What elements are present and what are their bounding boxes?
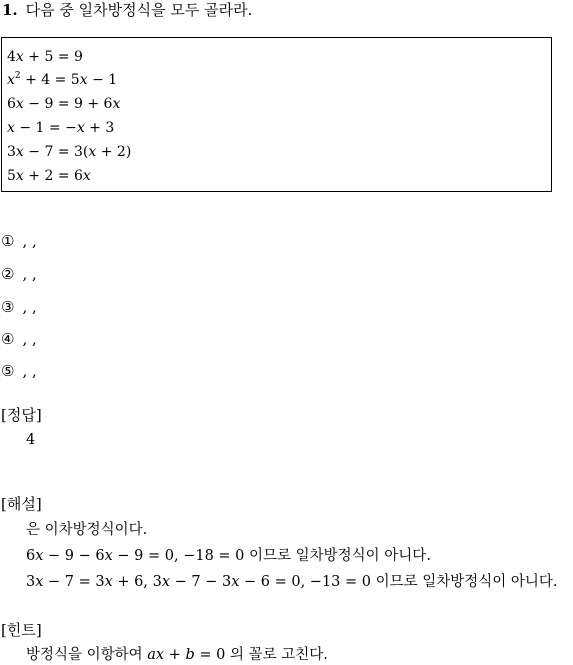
choice-3[interactable] bbox=[1, 297, 37, 317]
choice-5[interactable] bbox=[1, 361, 37, 381]
explanation-label: [해설] bbox=[1, 495, 42, 513]
choice-1[interactable] bbox=[1, 231, 37, 251]
question-title bbox=[2, 0, 252, 20]
choice-2[interactable] bbox=[1, 264, 37, 284]
question-text: 다음 중 일차방정식을 모두 골라라. bbox=[25, 1, 253, 19]
answer-label: [정답] bbox=[1, 406, 42, 424]
explanation-line-2-text: 이므로 일차방정식이 아니다. bbox=[249, 548, 431, 564]
question-number: 1. bbox=[2, 1, 18, 19]
choice-3-text: , , bbox=[22, 298, 37, 316]
choice-4[interactable] bbox=[1, 329, 37, 349]
choice-5-text: , , bbox=[22, 362, 37, 380]
explanation-line-3: 3x − 7 = 3x + 6, 3x − 7 − 3x − 6 = 0, −13 = 0 이므로 일차방정식이 아니다. bbox=[26, 574, 558, 590]
equation-6: 5x + 2 = 6x bbox=[7, 168, 91, 184]
choice-2-text: , , bbox=[22, 265, 37, 283]
choice-3-mark: ③ bbox=[1, 298, 15, 316]
equation-5: 3x − 7 = 3(x + 2) bbox=[7, 144, 132, 160]
choice-4-text: , , bbox=[22, 330, 37, 348]
hint-prefix: 방정식을 이항하여 bbox=[26, 647, 143, 663]
hint-suffix: 의 꼴로 고친다. bbox=[229, 647, 328, 663]
equation-2: $x^2 + 4 = 5x - 1$ bbox=[7, 71, 118, 88]
explanation-line-1-text: 은 이차방정식이다. bbox=[26, 522, 148, 538]
explanation-line-3-text: 이므로 일차방정식이 아니다. bbox=[375, 574, 558, 590]
hint-text: 방정식을 이항하여 ax + b = 0 의 꼴로 고친다. bbox=[26, 647, 328, 663]
choice-2-mark: ② bbox=[1, 265, 15, 283]
answer-value: 4 bbox=[26, 432, 36, 448]
hint-label: [힌트] bbox=[1, 621, 42, 639]
choice-1-mark: ① bbox=[1, 232, 15, 250]
choice-5-mark: ⑤ bbox=[1, 362, 15, 380]
choice-1-text: , , bbox=[22, 232, 37, 250]
choice-4-mark: ④ bbox=[1, 330, 15, 348]
equation-1: 4x + 5 = 9 bbox=[7, 49, 83, 65]
equation-box bbox=[1, 37, 552, 192]
equation-3: 6x − 9 = 9 + 6x bbox=[7, 96, 121, 112]
explanation-line-1 bbox=[26, 520, 147, 540]
explanation-line-2: 6x − 9 − 6x − 9 = 0, −18 = 0 이므로 일차방정식이 아니다. bbox=[26, 548, 431, 564]
equation-4: x − 1 = −x + 3 bbox=[7, 120, 115, 136]
